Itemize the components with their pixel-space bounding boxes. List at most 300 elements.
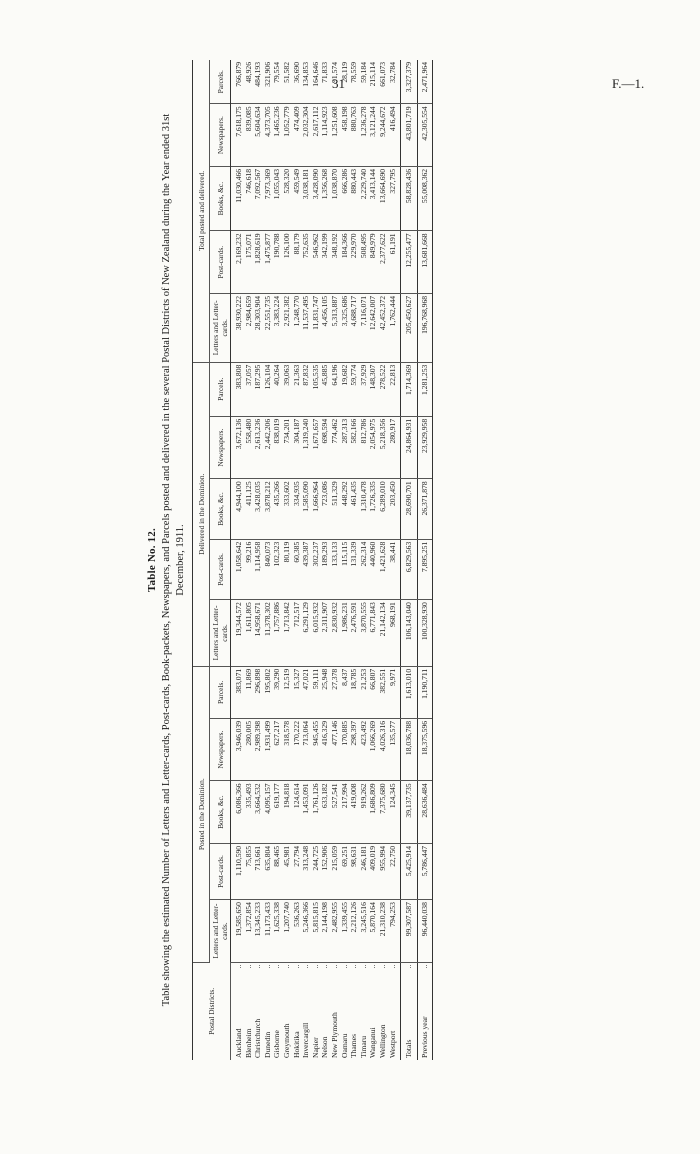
value-cell: 11,869 [244,666,254,718]
value-cell: 2,311,907 [320,600,330,667]
value-cell: 1,055,043 [272,166,282,231]
value-cell: 14,958,671 [253,600,263,667]
value-cell: 713,661 [253,843,263,899]
value-cell: 66,807 [368,666,378,718]
district-cell [231,962,244,1060]
value-cell: 22,551,735 [263,293,273,362]
value-cell: 215,114 [368,60,378,104]
value-cell: 36,690 [292,60,302,104]
value-cell: 558,480 [244,416,254,478]
table-row [388,60,401,1060]
table-row [244,60,254,1060]
table-row [418,60,433,1060]
sub-column-header: Letters and Letter-cards. [210,293,231,362]
value-cell: 945,455 [311,718,321,780]
value-cell: 5,218,356 [378,416,388,478]
leader-dots: .. [310,964,320,969]
leader-dots: .. [253,964,263,969]
value-cell: 435,266 [272,479,282,539]
value-cell: 115,115 [340,539,350,599]
sub-column-header: Books, &c. [210,479,231,539]
value-cell: 1,613,010 [401,666,418,718]
table-row [340,60,350,1060]
value-cell: 2,032,304 [301,104,311,166]
value-cell: 477,146 [330,718,340,780]
value-cell: 382,551 [378,666,388,718]
district-cell [282,962,292,1060]
value-cell: 409,019 [368,843,378,899]
value-cell: 80,119 [282,539,292,599]
value-cell: 40,264 [272,362,282,416]
value-cell: 3,664,532 [253,781,263,843]
value-cell: 327,795 [388,166,401,231]
value-cell: 15,327 [292,666,302,718]
value-cell: 152,906 [320,843,330,899]
value-cell: 296,898 [253,666,263,718]
value-cell: 12,519 [282,666,292,718]
value-cell: 2,476,591 [349,600,359,667]
value-cell: 304,187 [292,416,302,478]
value-cell: 838,019 [272,416,282,478]
value-cell: 348,192 [330,231,340,293]
district-cell [368,962,378,1060]
district-cell [311,962,321,1060]
district-name: Totals [404,1039,414,1058]
leader-dots: .. [320,964,330,969]
postal-statistics-table [192,60,433,1060]
value-cell: 175,071 [244,231,254,293]
district-cell [349,962,359,1060]
district-name: Nelson [320,1036,330,1058]
value-cell: 2,617,112 [311,104,321,166]
value-cell: 19,585,650 [231,900,244,962]
table-row [292,60,302,1060]
value-cell: 229,970 [349,231,359,293]
table-row [311,60,321,1060]
leader-dots: .. [234,964,243,969]
value-cell: 189,293 [320,539,330,599]
value-cell: 5,786,447 [418,843,433,899]
value-cell: 1,066,269 [368,718,378,780]
value-cell: 28,636,484 [418,781,433,843]
value-cell: 1,058,642 [231,539,244,599]
value-cell: 335,493 [244,781,254,843]
value-cell: 3,383,224 [272,293,282,362]
value-cell: 48,926 [244,60,254,104]
value-cell: 196,768,968 [418,293,433,362]
value-cell: 1,236,278 [359,104,369,166]
value-cell: 98,631 [349,843,359,899]
value-cell: 2,989,398 [253,718,263,780]
value-cell: 794,253 [388,900,401,962]
value-cell: 124,345 [388,781,401,843]
value-cell: 2,229,740 [359,166,369,231]
value-cell: 60,385 [292,539,302,599]
value-cell: 342,199 [320,231,330,293]
sub-column-header: Post-cards. [210,539,231,599]
value-cell: 439,387 [301,539,311,599]
value-cell: 3,245,516 [359,900,369,962]
value-cell: 22,750 [388,843,401,899]
value-cell: 1,465,236 [272,104,282,166]
page-reference: F.—1. [612,76,645,91]
value-cell: 9,971 [388,666,401,718]
value-cell: 1,453,091 [301,781,311,843]
district-name: Dunedin [262,1031,272,1058]
district-name: Oamaru [339,1033,349,1058]
value-cell: 919,262 [359,781,369,843]
value-cell: 752,635 [301,231,311,293]
value-cell: 536,263 [292,900,302,962]
value-cell: 5,425,914 [401,843,418,899]
value-cell: 28,119 [340,60,350,104]
value-cell: 411,125 [244,479,254,539]
value-cell: 43,801,719 [401,104,418,166]
value-cell: 131,339 [349,539,359,599]
leader-dots: .. [329,964,339,969]
value-cell: 1,110,590 [231,843,244,899]
value-cell: 25,948 [320,666,330,718]
value-cell: 4,095,157 [263,781,273,843]
value-cell: 4,688,717 [349,293,359,362]
value-cell: 187,295 [253,362,263,416]
leader-dots: .. [262,964,272,969]
district-cell [418,962,433,1060]
district-name: Greymouth [281,1023,291,1058]
value-cell: 661,073 [378,60,388,104]
value-cell: 217,994 [340,781,350,843]
value-cell: 1,625,338 [272,900,282,962]
value-cell: 3,428,090 [311,166,321,231]
value-cell: 87,832 [301,362,311,416]
sub-column-header: Newspapers. [210,104,231,166]
value-cell: 3,878,212 [263,479,273,539]
value-cell: 51,582 [282,60,292,104]
sub-column-header: Letters and Letter-cards. [210,900,231,962]
district-cell [301,962,311,1060]
district-column-header: Postal Districts. [193,962,231,1060]
value-cell: 423,492 [359,718,369,780]
value-cell: 5,870,164 [368,900,378,962]
page-number: 31 [332,76,345,91]
value-cell: 195,802 [263,666,273,718]
value-cell: 5,815,815 [311,900,321,962]
value-cell: 246,181 [359,843,369,899]
value-cell: 1,761,126 [311,781,321,843]
value-cell: 21,142,134 [378,600,388,667]
value-cell: 5,604,634 [253,104,263,166]
value-cell: 45,981 [282,843,292,899]
value-cell: 91,574 [330,60,340,104]
value-cell: 18,036,788 [401,718,418,780]
value-cell: 6,771,843 [368,600,378,667]
district-cell [378,962,388,1060]
value-cell: 21,253 [359,666,369,718]
value-cell: 1,421,628 [378,539,388,599]
value-cell: 2,471,964 [418,60,433,104]
rotated-table-block [144,60,644,1060]
value-cell: 1,931,499 [263,718,273,780]
value-cell: 1,251,608 [330,104,340,166]
value-cell: 28,303,904 [253,293,263,362]
value-cell: 2,613,236 [253,416,263,478]
value-cell: 723,086 [320,479,330,539]
value-cell: 419,008 [349,781,359,843]
value-cell: 582,166 [349,416,359,478]
district-name: Gisborne [272,1030,282,1058]
value-cell: 194,818 [282,781,292,843]
table-row [349,60,359,1060]
value-cell: 880,443 [349,166,359,231]
value-cell: 7,618,175 [231,104,244,166]
value-cell: 698,594 [320,416,330,478]
value-cell: 774,462 [330,416,340,478]
value-cell: 383,071 [231,666,244,718]
value-cell: 511,329 [330,479,340,539]
value-cell: 3,038,181 [301,166,311,231]
value-cell: 1,986,231 [340,600,350,667]
value-cell: 47,021 [301,666,311,718]
value-cell: 190,788 [272,231,282,293]
value-cell: 6,015,932 [311,600,321,667]
sub-column-header: Books, &c. [210,781,231,843]
value-cell: 100,328,930 [418,600,433,667]
value-cell: 416,329 [320,718,330,780]
value-cell: 13,681,668 [418,231,433,293]
leader-dots: .. [339,964,349,969]
value-cell: 88,465 [272,843,282,899]
district-cell [272,962,282,1060]
value-cell: 59,111 [311,666,321,718]
sub-column-header: Newspapers. [210,718,231,780]
value-cell: 105,535 [311,362,321,416]
value-cell: 7,973,369 [263,166,273,231]
value-cell: 461,435 [349,479,359,539]
value-cell: 448,292 [340,479,350,539]
leader-dots: .. [404,964,414,969]
value-cell: 4,026,316 [378,718,388,780]
sub-column-header: Parcels. [210,60,231,104]
value-cell: 840,073 [263,539,273,599]
value-cell: 126,104 [263,362,273,416]
value-cell: 11,173,433 [263,900,273,962]
value-cell: 38,930,222 [231,293,244,362]
value-cell: 484,193 [253,60,263,104]
value-cell: 278,522 [378,362,388,416]
leader-dots: .. [349,964,359,969]
value-cell: 318,578 [282,718,292,780]
table-row [378,60,388,1060]
value-cell: 88,179 [292,231,302,293]
value-cell: 734,201 [282,416,292,478]
district-cell [253,962,263,1060]
district-name: Thames [349,1033,359,1058]
value-cell: 1,686,809 [368,781,378,843]
value-cell: 37,929 [359,362,369,416]
district-name: Wellington [377,1024,387,1058]
sub-column-header: Parcels. [210,362,231,416]
district-name: Napier [310,1037,320,1058]
leader-dots: .. [243,964,253,969]
value-cell: 262,314 [359,539,369,599]
group-header-delivered: Delivered in the Dominion. [193,362,210,666]
value-cell: 459,549 [292,166,302,231]
table-row [359,60,369,1060]
value-cell: 27,378 [330,666,340,718]
value-cell: 1,281,253 [418,362,433,416]
group-header-total: Total posted and delivered. [193,60,210,362]
value-cell: 3,327,379 [401,60,418,104]
value-cell: 3,428,035 [253,479,263,539]
value-cell: 45,885 [320,362,330,416]
district-cell [340,962,350,1060]
value-cell: 302,237 [311,539,321,599]
value-cell: 37,057 [244,362,254,416]
district-cell [244,962,254,1060]
sub-header-row [210,60,231,1060]
value-cell: 546,962 [311,231,321,293]
value-cell: 880,763 [349,104,359,166]
value-cell: 184,366 [340,231,350,293]
value-cell: 3,121,244 [368,104,378,166]
value-cell: 13,664,690 [378,166,388,231]
value-cell: 124,614 [292,781,302,843]
value-cell: 3,870,555 [359,600,369,667]
value-cell: 508,495 [359,231,369,293]
table-heading: Table No. 12. [146,528,158,592]
value-cell: 170,885 [340,718,350,780]
value-cell: 1,052,779 [282,104,292,166]
value-cell: 22,813 [388,362,401,416]
value-cell: 19,344,572 [231,600,244,667]
value-cell: 8,437 [340,666,350,718]
district-cell [292,962,302,1060]
value-cell: 746,618 [244,166,254,231]
value-cell: 19,682 [340,362,350,416]
value-cell: 2,169,232 [231,231,244,293]
table-row [368,60,378,1060]
value-cell: 39,137,735 [401,781,418,843]
value-cell: 527,541 [330,781,340,843]
table-caption: Table showing the estimated Number of Letters and Letter-cards, Post-cards, Book-packets, Newspapers, and Parcels posted and delivered in the several Postal Districts of New Zealand during the Year ended 31st December, 1911. [161,113,186,1007]
value-cell: 59,774 [349,362,359,416]
value-cell: 2,054,975 [368,416,378,478]
group-header-posted: Posted in the Dominion. [193,666,210,962]
table-body [231,60,433,1060]
value-cell: 96,440,038 [418,900,433,962]
value-cell: 1,713,842 [282,600,292,667]
leader-dots: .. [281,964,291,969]
value-cell: 334,935 [292,479,302,539]
value-cell: 1,319,240 [301,416,311,478]
value-cell: 18,785 [349,666,359,718]
value-cell: 3,325,686 [340,293,350,362]
district-name: Invercargill [301,1022,311,1058]
district-cell [330,962,340,1060]
value-cell: 2,377,622 [378,231,388,293]
value-cell: 1,248,770 [292,293,302,362]
value-cell: 64,196 [330,362,340,416]
value-cell: 205,450,627 [401,293,418,362]
value-cell: 766,879 [231,60,244,104]
value-cell: 32,784 [388,60,401,104]
value-cell: 133,133 [330,539,340,599]
value-cell: 12,642,007 [368,293,378,362]
leader-dots: .. [358,964,368,969]
value-cell: 4,373,705 [263,104,273,166]
value-cell: 11,030,466 [231,166,244,231]
value-cell: 12,255,477 [401,231,418,293]
value-cell: 1,714,369 [401,362,418,416]
value-cell: 287,313 [340,416,350,478]
value-cell: 21,363 [292,362,302,416]
district-name: New Plymouth [329,1012,339,1058]
district-name: Christchurch [253,1018,263,1058]
value-cell: 55,008,362 [418,166,433,231]
sub-column-header: Post-cards. [210,843,231,899]
value-cell: 58,828,436 [401,166,418,231]
value-cell: 1,372,854 [244,900,254,962]
value-cell: 2,984,659 [244,293,254,362]
value-cell: 7,116,071 [359,293,369,362]
value-cell: 2,144,198 [320,900,330,962]
district-name: Blenheim [243,1028,253,1058]
value-cell: 7,092,567 [253,166,263,231]
value-cell: 1,671,657 [311,416,321,478]
leader-dots: .. [272,964,282,969]
value-cell: 2,212,126 [349,900,359,962]
value-cell: 1,339,455 [340,900,350,962]
district-name: Westport [387,1030,397,1058]
district-name: Wanganui [368,1027,378,1058]
value-cell: 7,895,251 [418,539,433,599]
value-cell: 3,672,136 [231,416,244,478]
value-cell: 61,191 [388,231,401,293]
value-cell: 203,450 [388,479,401,539]
table-row [401,60,418,1060]
value-cell: 440,960 [368,539,378,599]
value-cell: 1,585,090 [301,479,311,539]
value-cell: 215,059 [330,843,340,899]
value-cell: 170,222 [292,718,302,780]
value-cell: 1,190,711 [418,666,433,718]
value-cell: 968,191 [388,600,401,667]
leader-dots: .. [377,964,387,969]
table-row [231,60,244,1060]
value-cell: 627,217 [272,718,282,780]
district-name: Previous year [420,1016,430,1058]
value-cell: 1,356,268 [320,166,330,231]
value-cell: 126,100 [282,231,292,293]
table-row [330,60,340,1060]
value-cell: 619,177 [272,781,282,843]
value-cell: 106,143,040 [401,600,418,667]
value-cell: 99,307,587 [401,900,418,962]
value-cell: 69,251 [340,843,350,899]
value-cell: 5,246,366 [301,900,311,962]
value-cell: 99,216 [244,539,254,599]
district-cell [388,962,401,1060]
value-cell: 75,855 [244,843,254,899]
value-cell: 5,313,887 [330,293,340,362]
value-cell: 298,397 [349,718,359,780]
leader-dots: .. [291,964,301,969]
value-cell: 42,305,554 [418,104,433,166]
value-cell: 11,537,495 [301,293,311,362]
leader-dots: .. [387,964,397,969]
leader-dots: .. [301,964,311,969]
value-cell: 3,946,039 [231,718,244,780]
